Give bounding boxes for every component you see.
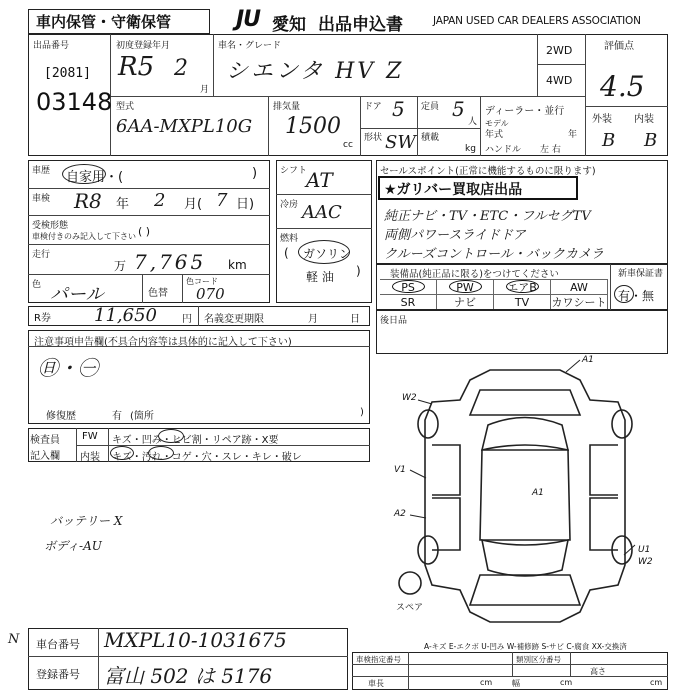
sales-line-2: 両側パワースライドドア [384, 228, 526, 243]
new-warranty-label: 新車保証書 [618, 269, 664, 279]
r-ken-yen: 円 [182, 314, 192, 325]
repair-close: ) [360, 407, 364, 418]
storage-label: 車内保管・守衛保管 [36, 13, 172, 31]
handle-options: 左 右 [540, 145, 561, 155]
inspector-label-2: 記入欄 [30, 451, 60, 462]
ac-label: 冷房 [280, 200, 299, 210]
damage-legend: A-キズ E-エクボ U-凹み W-補修跡 S-サビ C-腐食 XX-交換済 [424, 642, 627, 651]
association-name: JAPAN USED CAR DEALERS ASSOCIATION [433, 15, 641, 27]
model-year-label: モデル [485, 119, 509, 128]
dent-circle [158, 429, 184, 443]
plate-value: 富山 502 は 5176 [104, 664, 273, 688]
history-close: ) [252, 166, 258, 181]
mark-v1-side: V1 [394, 465, 406, 475]
mark-a2-side: A2 [394, 509, 406, 519]
dealer-label: ディーラー・並行 [485, 106, 565, 117]
interior-grade: B [644, 130, 658, 151]
mileage-unit: km [228, 258, 247, 272]
height-cm: cm [650, 678, 663, 687]
doors-value: 5 [392, 97, 405, 121]
history-value: 自家用・( [66, 170, 124, 185]
width-label: 幅 [512, 679, 520, 688]
fuel-paren-left: ( [284, 246, 289, 260]
equipment-item: SR [380, 294, 437, 309]
exterior-grade: B [602, 130, 616, 151]
cc-unit: cc [343, 140, 353, 150]
fuel-diesel: 軽 油 [306, 270, 334, 284]
equipment-item: ナビ [437, 294, 494, 309]
receipt-sub: 車検付きのみ記入して下さい [32, 232, 136, 241]
type-number-label: 類別区分番号 [516, 655, 561, 664]
kg-unit: kg [465, 144, 476, 154]
equipment-check-circle [392, 280, 425, 293]
new-warranty-options: 有・無 [618, 289, 655, 303]
notes-value: ㊐・㊀ [38, 356, 98, 380]
designated-label: 車検指定番号 [356, 655, 401, 664]
interior-items: キズ・汚れ・コゲ・穴・スレ・キレ・破レ [112, 452, 302, 463]
chassis-value: MXPL10-1031675 [104, 628, 287, 652]
shift-label: シフト [280, 166, 308, 176]
shape-value: SW [385, 132, 416, 153]
shape-label: 形状 [364, 133, 383, 143]
mark-w2-front: W2 [402, 393, 417, 403]
nen-label: 年式 [485, 130, 504, 140]
capacity-value: 5 [452, 97, 465, 121]
equipment-item: PS [380, 279, 437, 294]
fw-items: キズ・凹み・ヒビ割・リペア跡・X要 [112, 435, 279, 446]
mileage-label: 走行 [32, 250, 51, 260]
lot-number: 03148 [36, 88, 113, 116]
plate-expiry-month: 月 [308, 314, 318, 325]
r-ken-value: 11,650 [94, 305, 157, 326]
mileage-value: 7,765 [134, 250, 207, 274]
equipment-item: エアB [494, 279, 551, 294]
inspector-label-1: 検査員 [30, 435, 60, 446]
after-date-block [376, 310, 668, 354]
fuel-label: 燃料 [280, 234, 299, 244]
capacity-unit: 人 [468, 117, 478, 127]
registration-year: R5 [118, 52, 155, 82]
mark-w2-rear: W2 [638, 557, 653, 567]
fuel-gasoline: ガソリン [303, 247, 352, 261]
spare-label: スペア [396, 603, 424, 613]
grade-label: 評価点 [604, 41, 634, 52]
registration-month-unit: 月 [200, 85, 210, 95]
inspection-day-unit: 日) [236, 197, 255, 212]
type-value: 6AA-MXPL10G [116, 116, 253, 137]
r-ken-label: R券 [34, 313, 51, 324]
doors-label: ドア [364, 102, 382, 112]
fuel-paren-right: ) [356, 264, 361, 278]
n-mark: N [8, 632, 20, 647]
interior-label-insp: 内装 [80, 452, 100, 463]
inspection-month: 2 [154, 190, 166, 211]
chassis-label: 車台番号 [36, 638, 80, 651]
color-label: 色 [32, 280, 42, 290]
plate-expiry-day: 日 [350, 314, 360, 325]
lot-number-label: 出品番号 [33, 41, 70, 51]
plate-label: 登録番号 [36, 668, 80, 681]
drive-4wd: 4WD [546, 74, 573, 87]
fw-label: FW [82, 431, 98, 442]
plate-expiry-label: 名義変更期限 [204, 314, 264, 325]
handle-label: ハンドル [485, 145, 522, 155]
r-ken-block [28, 306, 370, 326]
type-label: 型式 [116, 102, 135, 112]
history-label: 車歴 [32, 166, 51, 176]
ac-value: AAC [302, 202, 342, 223]
equipment-check-circle [449, 280, 482, 293]
weight-label: 積載 [421, 133, 440, 143]
nen-unit: 年 [568, 130, 578, 140]
stain-circle [148, 446, 174, 460]
repair-value: 有 [112, 411, 122, 422]
org-name: 愛知 [272, 15, 306, 35]
equipment-grid [380, 279, 608, 309]
equipment-item: AW [551, 279, 608, 294]
form-title: 出品申込書 [318, 15, 403, 35]
equipment-check-circle [506, 280, 539, 293]
sales-points-label: セールスポイント(正常に機能するものに限ります) [380, 166, 596, 177]
lot-sub-number: [2081] [44, 66, 91, 81]
model-name-label: 車名・グレード [218, 41, 282, 51]
registration-month: 2 [174, 56, 188, 81]
sales-line-1: 純正ナビ・TV・ETC・フルセグTV [384, 209, 591, 224]
capacity-label: 定員 [421, 102, 440, 112]
after-date-label: 後日品 [380, 316, 408, 326]
memo-battery: バッテリー X [50, 514, 123, 528]
color-value: パール [50, 284, 104, 305]
receipt-label: 受検形態 [32, 221, 69, 231]
length-label: 車長 [368, 679, 384, 688]
equipment-item: TV [494, 294, 551, 309]
inspection-year-unit: 年 [116, 197, 130, 212]
ju-logo: JU [236, 7, 261, 32]
inspection-label: 車検 [32, 194, 51, 204]
sales-banner: ★ガリバー買取店出品 [384, 182, 523, 198]
interior-label: 内装 [634, 114, 654, 125]
grade-value: 4.5 [600, 70, 645, 103]
exterior-label: 外装 [592, 114, 612, 125]
mark-u1-rear: U1 [638, 545, 651, 555]
repair-paren: (箇所 [130, 411, 154, 422]
inspection-month-unit: 月( [184, 197, 203, 212]
height-label: 高さ [590, 667, 606, 676]
equipment-item: PW [437, 279, 494, 294]
memo-body: ボディ-AU [44, 539, 102, 553]
displacement-value: 1500 [285, 114, 341, 139]
mark-a1-front: A1 [582, 355, 594, 365]
mileage-man: 万 [114, 259, 127, 273]
displacement-label: 排気量 [273, 102, 301, 112]
model-name-value: シエンタ HV Z [226, 59, 405, 84]
width-cm: cm [560, 678, 573, 687]
shift-value: AT [306, 168, 333, 192]
inspection-day: 7 [216, 190, 228, 211]
color-code-label: 色コード [186, 277, 218, 286]
equipment-item: カワシート [551, 296, 607, 309]
receipt-paren: ( ) [138, 225, 151, 238]
inspection-year: R8 [74, 189, 102, 213]
length-cm: cm [480, 678, 493, 687]
scratch-circle [110, 446, 134, 460]
color-change-label: 色替 [148, 288, 168, 299]
mark-a1-roof: A1 [532, 488, 544, 498]
repair-label: 修復歴 [46, 411, 76, 422]
drive-2wd: 2WD [546, 44, 573, 57]
sales-line-3: クルーズコントロール・バックカメラ [384, 247, 604, 262]
equipment-label: 装備品(純正品に限る)をつけてください [390, 269, 559, 280]
color-code-value: 070 [196, 285, 225, 303]
registration-label: 初度登録年月 [116, 41, 171, 51]
notes-label: 注意事項申告欄(不具合内容等は具体的に記入して下さい) [34, 337, 292, 348]
car-diagram [380, 350, 670, 640]
